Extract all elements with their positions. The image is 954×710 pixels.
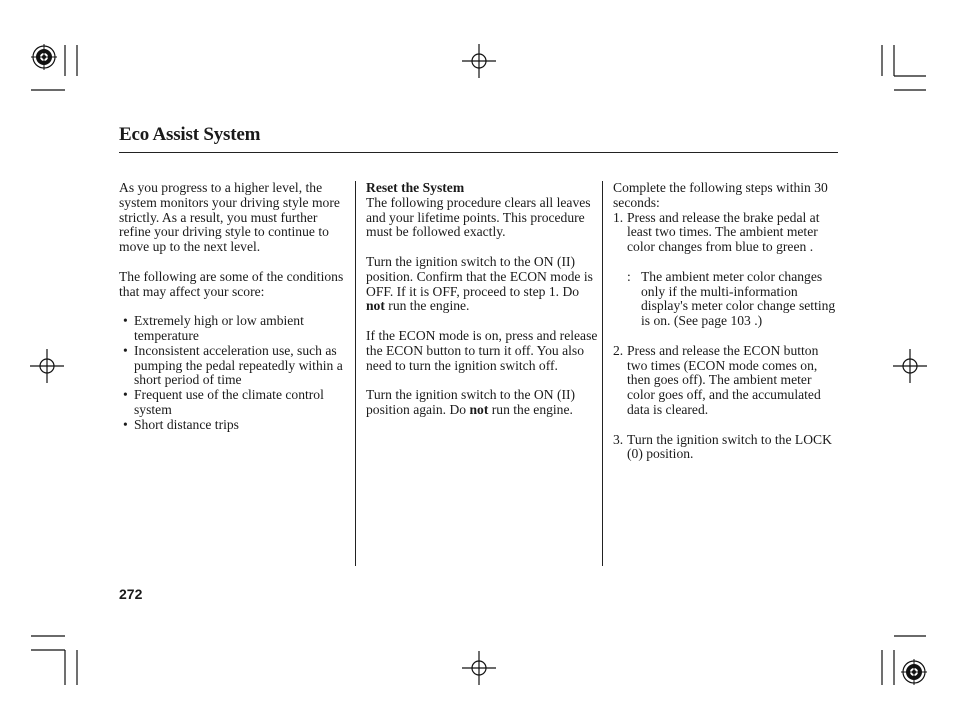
list-item: • Extremely high or low ambient temperature xyxy=(123,313,304,343)
steps-intro: Complete the following steps within 30 seconds: xyxy=(613,180,828,210)
bullet-icon: • xyxy=(123,342,128,358)
column-left xyxy=(119,181,351,433)
title-divider xyxy=(119,152,838,153)
step-item: 1. Press and release the brake pedal at least two times. The ambient meter color changes from blue to green . xyxy=(613,209,820,255)
conditions-paragraph: The following are some of the conditions that may affect your score: xyxy=(119,268,344,299)
page-title: Eco Assist System xyxy=(119,124,261,145)
conditions-list xyxy=(119,314,351,432)
ignition-paragraph: Turn the ignition switch to the ON (II) position. Confirm that the ECON mode is OFF. If it is OFF, proceed to step 1. Do not run the engine. xyxy=(366,253,593,314)
note: : The ambient meter color changes only if the multi-information display's meter color change setting is on. (See page 103 .) xyxy=(627,268,836,329)
reset-section xyxy=(366,181,598,240)
ignition-again-paragraph: Turn the ignition switch to the ON (II) position again. Do not run the engine. xyxy=(366,387,576,417)
list-item: • Frequent use of the climate control system xyxy=(123,387,324,417)
reset-intro: The following procedure clears all leaves and your lifetime points. This procedure must be followed exactly. xyxy=(366,194,591,240)
bullet-icon: • xyxy=(123,313,128,329)
bullet-icon: • xyxy=(123,387,128,403)
step-item: 3. Turn the ignition switch to the LOCK (0) position. xyxy=(613,431,832,462)
column-middle xyxy=(366,181,598,433)
list-item: • Inconsistent acceleration use, such as pumping the pedal repeatedly within a short period of time xyxy=(123,342,343,388)
list-item: • Short distance trips xyxy=(123,416,239,432)
step-item: 2. Press and release the ECON button two times (ECON mode comes on, then goes off). The ambient meter color goes off, and the accumulated data is cleared. xyxy=(613,342,821,417)
column-divider xyxy=(355,181,356,566)
page-number: 272 xyxy=(119,586,143,602)
column-divider xyxy=(602,181,603,566)
bullet-icon: • xyxy=(123,416,128,432)
column-right xyxy=(613,181,838,477)
section-heading: Reset the System xyxy=(366,180,465,195)
econ-paragraph: If the ECON mode is on, press and release the ECON button to turn it off. You also need to turn the ignition switch off. xyxy=(366,327,598,373)
intro-paragraph: As you progress to a higher level, the system monitors your driving style more strictly. As a result, you must further refine your driving style to continue to move up to the next level. xyxy=(119,180,340,255)
